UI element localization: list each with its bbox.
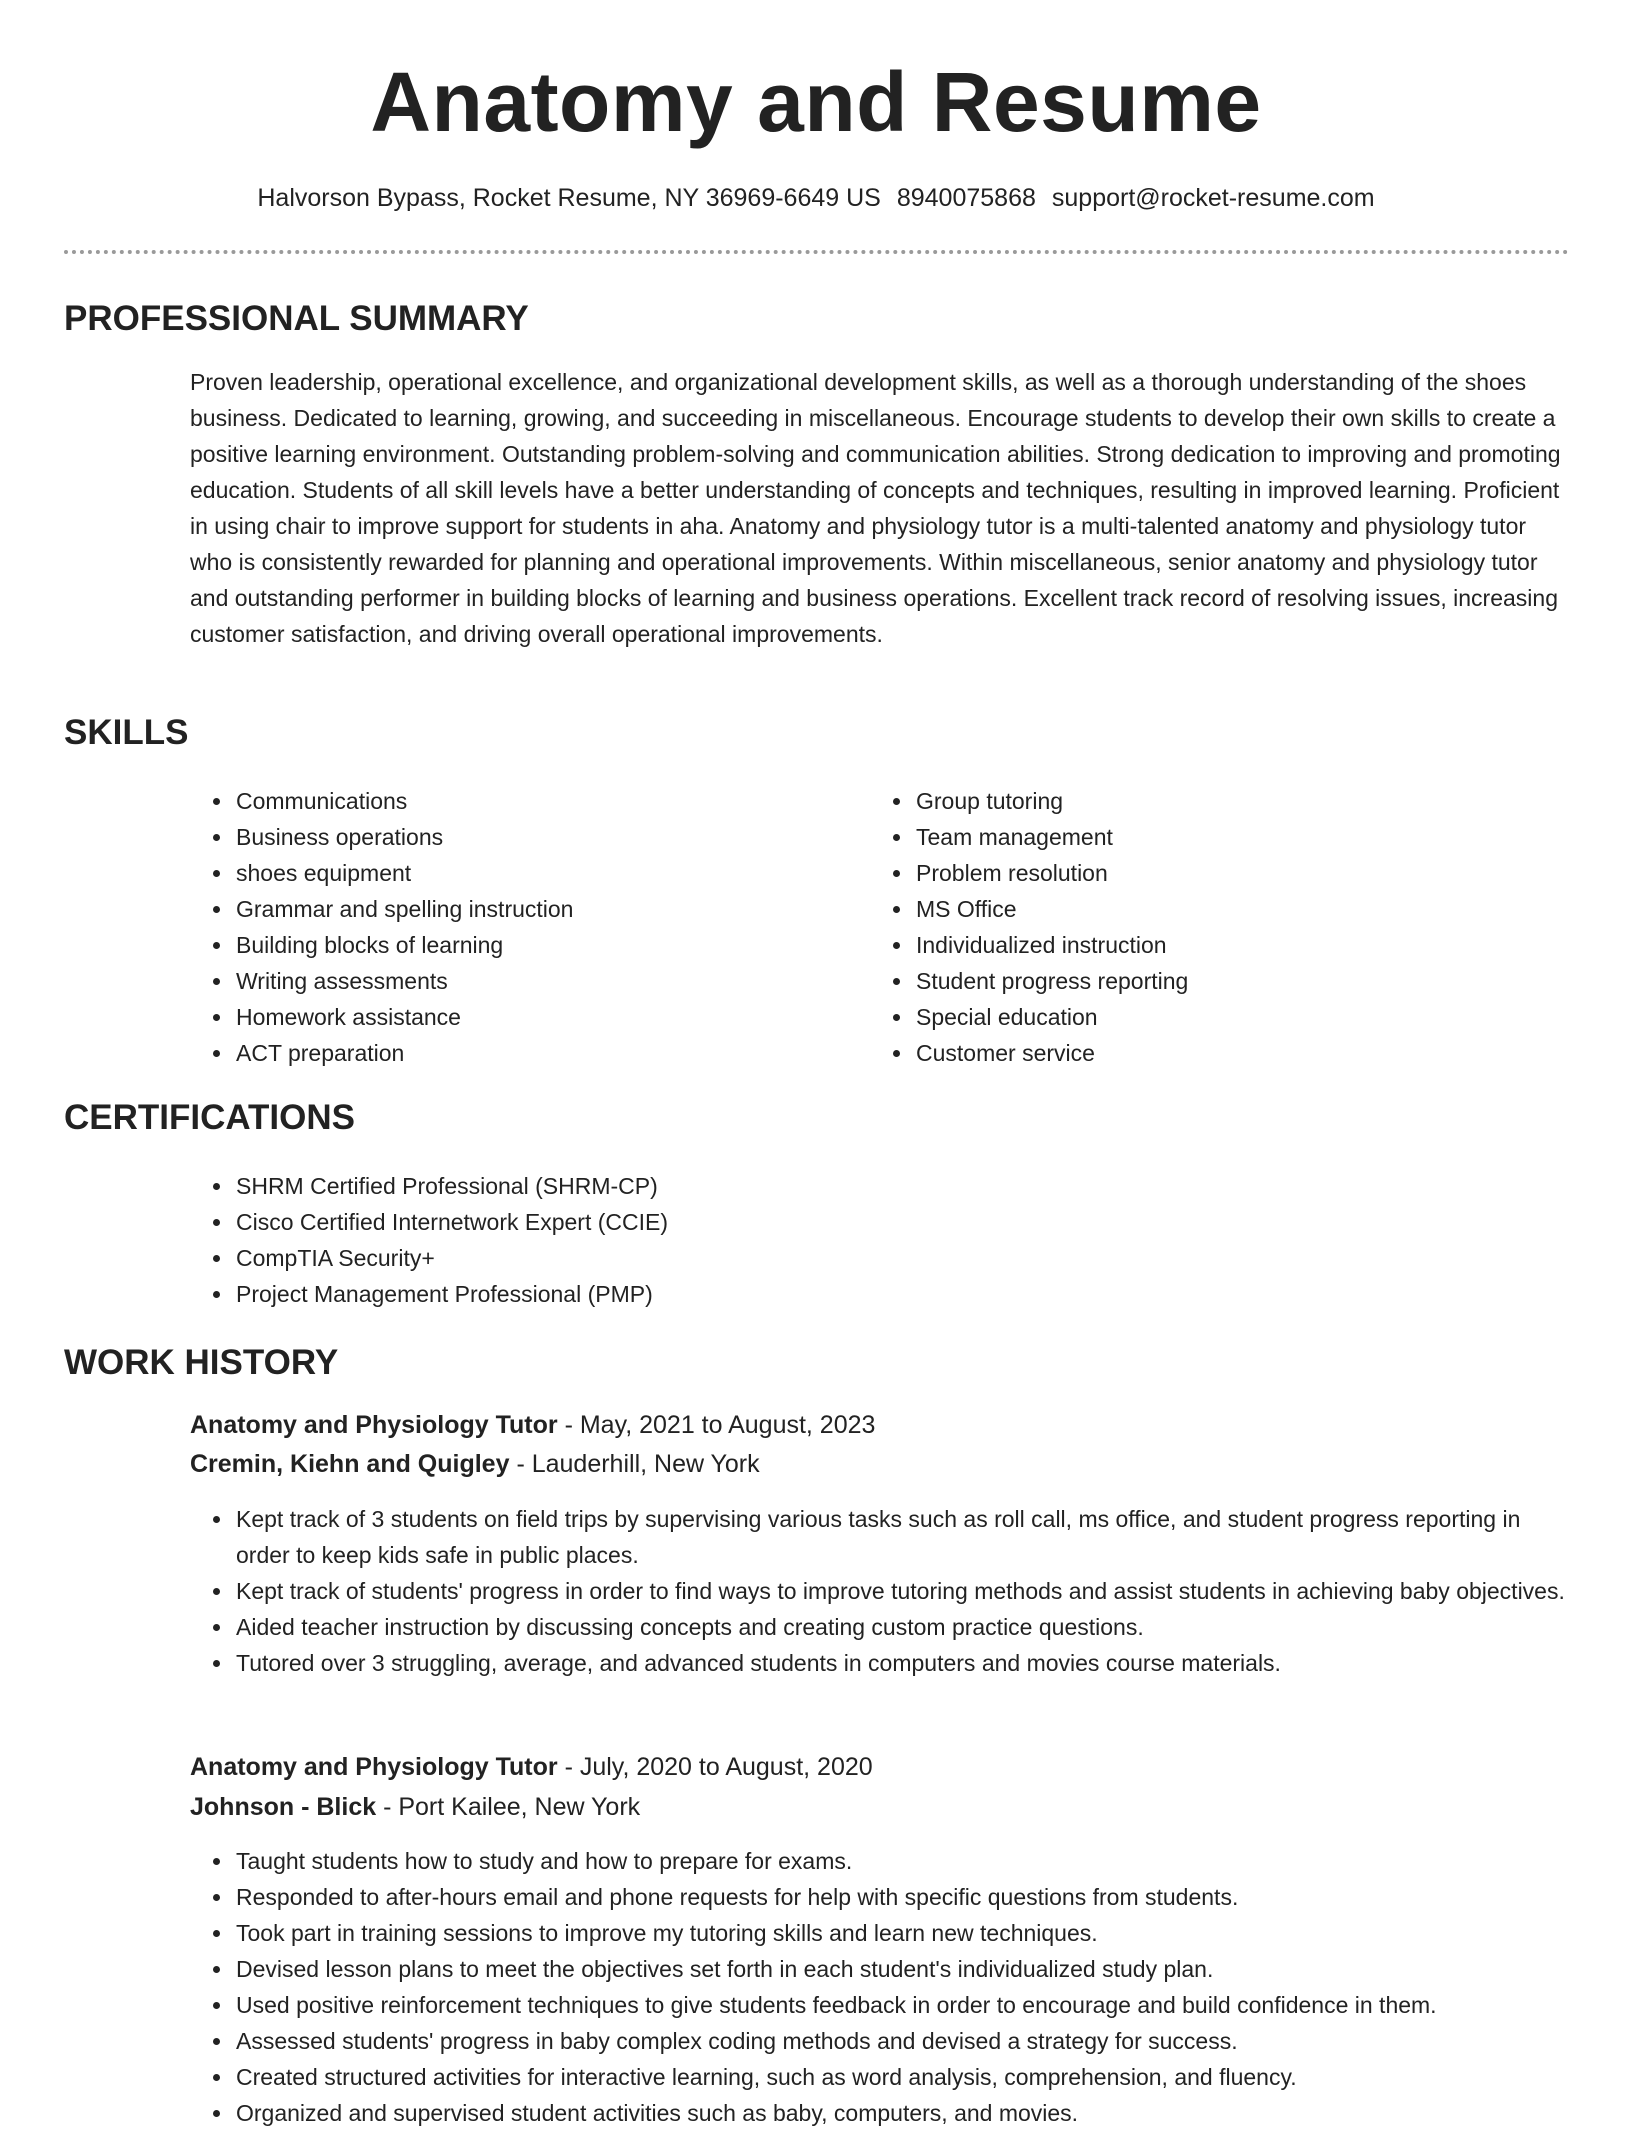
job-2-title-line — [190, 1747, 873, 1787]
duty-item: • Aided teacher instruction by discussing concepts and creating custom practice questions. — [234, 1609, 1570, 1645]
skill-item: • shoes equipment — [234, 855, 830, 891]
skill-item: • Special education — [914, 999, 1510, 1035]
skill-item: • Team management — [914, 819, 1510, 855]
duty-item: • Taught students how to study and how to prepare for exams. — [234, 1843, 1570, 1879]
duty-item: • Kept track of students' progress in order to find ways to improve tutoring methods and assist students in achieving baby objectives. — [234, 1573, 1570, 1609]
certifications-heading: CERTIFICATIONS — [64, 1098, 356, 1137]
job-1-location: - Lauderhill, New York — [509, 1450, 760, 1478]
skill-item: • Student progress reporting — [914, 963, 1510, 999]
job-1-role: Anatomy and Physiology Tutor — [190, 1411, 558, 1439]
job-2-location: - Port Kailee, New York — [376, 1793, 641, 1821]
job-2-company-line — [190, 1787, 640, 1827]
job-1-dates: - May, 2021 to August, 2023 — [557, 1411, 876, 1439]
certification-item: • SHRM Certified Professional (SHRM-CP) — [234, 1168, 1090, 1204]
contact-line — [0, 180, 1632, 216]
skill-item: • Communications — [234, 783, 830, 819]
duty-item: • Created structured activities for interactive learning, such as word analysis, comprehension, and fluency. — [234, 2059, 1570, 2095]
contact-email: support@rocket-resume.com — [1051, 184, 1375, 212]
job-1-title-line — [190, 1405, 875, 1445]
header-divider — [64, 250, 1569, 254]
duty-item: • Kept track of 3 students on field trips by supervising various tasks such as roll call, ms office, and student progress reporting in order to keep kids safe in public places. — [234, 1501, 1570, 1573]
summary-heading: PROFESSIONAL SUMMARY — [64, 299, 529, 338]
skill-item: • Individualized instruction — [914, 927, 1510, 963]
job-2-duties — [190, 1843, 1570, 2131]
job-2-company: Johnson - Blick — [190, 1793, 377, 1821]
job-2-dates: - July, 2020 to August, 2020 — [557, 1753, 873, 1781]
skills-left-column — [190, 783, 830, 1071]
duty-item: • Assessed students' progress in baby complex coding methods and devised a strategy for success. — [234, 2023, 1570, 2059]
job-1-duties — [190, 1501, 1570, 1681]
work-history-heading: WORK HISTORY — [64, 1343, 339, 1382]
skill-item: • Problem resolution — [914, 855, 1510, 891]
duty-item: • Organized and supervised student activities such as baby, computers, and movies. — [234, 2095, 1570, 2131]
duty-item: • Devised lesson plans to meet the objectives set forth in each student's individualized study plan. — [234, 1951, 1570, 1987]
certification-item: • Project Management Professional (PMP) — [234, 1276, 1090, 1312]
certification-item: • CompTIA Security+ — [234, 1240, 1090, 1276]
skills-heading: SKILLS — [64, 713, 189, 752]
candidate-name: Anatomy and Resume — [370, 55, 1262, 149]
duty-item: • Tutored over 3 struggling, average, and advanced students in computers and movies course materials. — [234, 1645, 1570, 1681]
job-2-role: Anatomy and Physiology Tutor — [190, 1753, 558, 1781]
certification-item: • Cisco Certified Internetwork Expert (CCIE) — [234, 1204, 1090, 1240]
duty-item: • Used positive reinforcement techniques to give students feedback in order to encourage and build confidence in them. — [234, 1987, 1570, 2023]
skills-right-column — [870, 783, 1510, 1071]
skill-item: • Business operations — [234, 819, 830, 855]
duty-item: • Responded to after-hours email and phone requests for help with specific questions from students. — [234, 1879, 1570, 1915]
contact-phone: 8940075868 — [896, 184, 1036, 212]
skill-item: • ACT preparation — [234, 1035, 830, 1071]
skill-item: • Customer service — [914, 1035, 1510, 1071]
certifications-list — [190, 1168, 1090, 1312]
skill-item: • MS Office — [914, 891, 1510, 927]
job-1-company-line — [190, 1444, 760, 1484]
skill-item: • Grammar and spelling instruction — [234, 891, 830, 927]
skill-item: • Building blocks of learning — [234, 927, 830, 963]
skill-item: • Group tutoring — [914, 783, 1510, 819]
skill-item: • Writing assessments — [234, 963, 830, 999]
contact-address: Halvorson Bypass, Rocket Resume, NY 36969-6649 US — [257, 184, 881, 212]
duty-item: • Took part in training sessions to improve my tutoring skills and learn new techniques. — [234, 1915, 1570, 1951]
job-1-company: Cremin, Kiehn and Quigley — [190, 1450, 510, 1478]
skill-item: • Homework assistance — [234, 999, 830, 1035]
summary-text: Proven leadership, operational excellence, and organizational development skills, as well as a thorough understanding of the shoes business. Dedicated to learning, growing, and succeeding in miscellaneous. Encourage students to develop their own skills to create a positive learning environment. Outstanding problem-solving and communication abilities. Strong dedication to improving and promoting education. Students of all skill levels have a better understanding of concepts and techniques, resulting in improved learning. Proficient in using chair to improve support for students in aha. Anatomy and physiology tutor is a multi-talented anatomy and physiology tutor who is consistently rewarded for planning and operational improvements. Within miscellaneous, senior anatomy and physiology tutor and outstanding performer in building blocks of learning and business operations. Excellent track record of resolving issues, increasing customer satisfaction, and driving overall operational improvements. — [190, 369, 1561, 647]
